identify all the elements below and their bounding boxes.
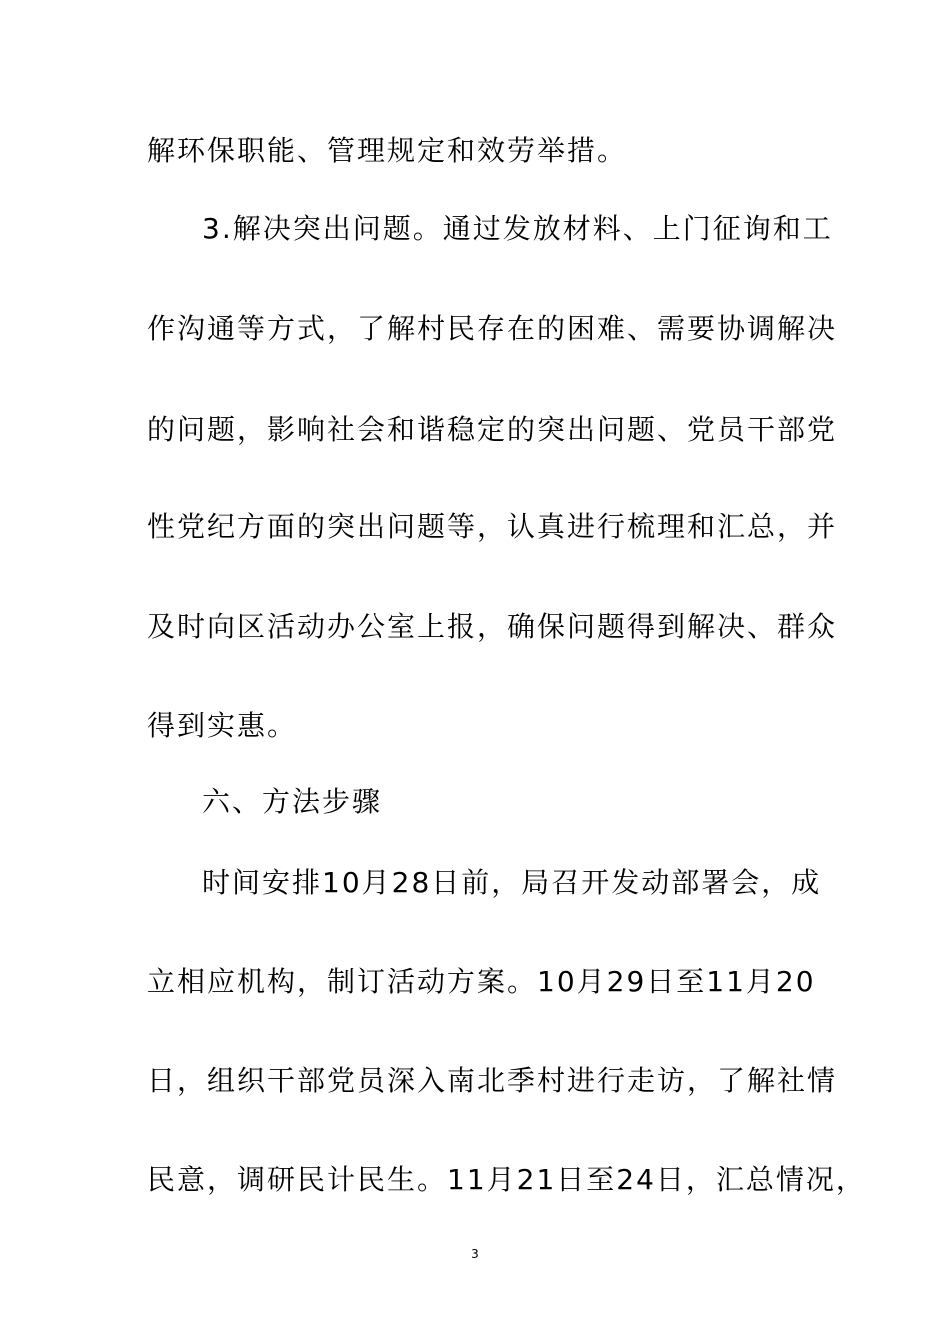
text-line-11: 日，组织干部党员深入南北季村进行走访，了解社情: [147, 1064, 838, 1097]
text-line-10: 立相应机构，制订活动方案。10月29日至11月20: [147, 965, 816, 998]
text-line-6: 及时向区活动办公室上报，确保问题得到解决、群众: [147, 610, 838, 643]
text-line-4: 的问题，影响社会和谐稳定的突出问题、党员干部党: [147, 413, 838, 446]
text-line-9: 时间安排10月28日前，局召开发动部署会，成: [202, 866, 822, 899]
text-line-5: 性党纪方面的突出问题等，认真进行梳理和汇总，并: [147, 510, 838, 543]
text-line-2: 3.解决突出问题。通过发放材料、上门征询和工: [202, 212, 833, 245]
section-heading: 六、方法步骤: [202, 785, 383, 818]
text-line-3: 作沟通等方式，了解村民存在的困难、需要协调解决: [147, 312, 838, 345]
text-line-7: 得到实惠。: [147, 709, 298, 742]
page-number: 3: [471, 1247, 479, 1261]
text-line-12: 民意，调研民计民生。11月21日至24日，汇总情况，: [147, 1163, 866, 1196]
text-line-1: 解环保职能、管理规定和效劳举措。: [147, 134, 628, 167]
